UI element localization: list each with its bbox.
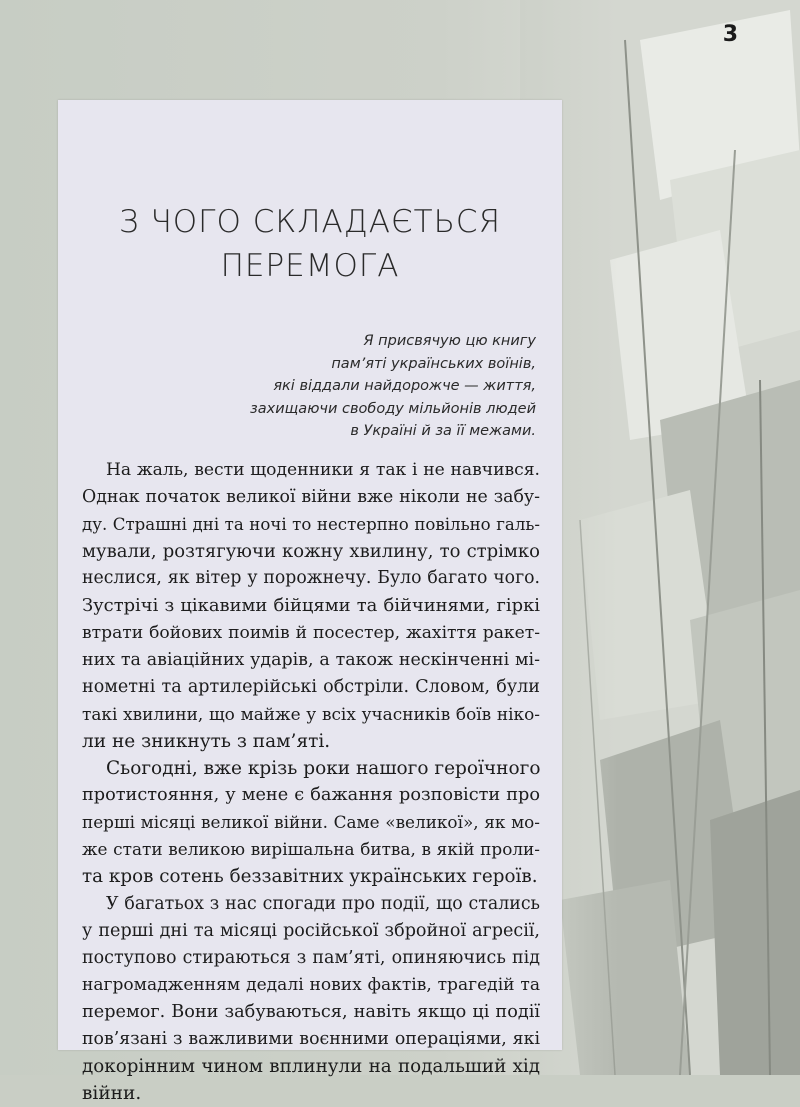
dedication [176,330,536,443]
body-line: У багатьох з нас спогади про події, що стались [106,893,540,914]
background-photo-flags [520,0,800,1075]
chapter-title [58,200,562,288]
body-line: нагромадженням дедалі нових фактів, трагедій та [82,974,540,995]
body-line: На жаль, вести щоденники я так і не навчився. [106,460,540,480]
body-line: перемог. Вони забуваються, навіть якщо ці події [82,1001,540,1022]
text-panel [58,100,562,1105]
page-number: 3 [722,22,738,47]
body-line: та кров сотень беззавітних українських героїв. [82,866,538,888]
body-line: перші місяці великої війни. Саме «великої», як мо- [82,812,540,833]
dedication-line: в Україні й за її межами. [350,423,536,439]
chapter-title-line: З ЧОГО СКЛАДАЄТЬСЯ [118,204,502,240]
body-line: мували, розтягуючи кожну хвилину, то стрімко [82,541,540,563]
body-line: ли не зникнуть з пам’яті. [82,730,331,752]
body-line: протистояння, у мене є бажання розповісти про [82,785,540,806]
chapter-title-line: ПЕРЕМОГА [220,248,400,284]
body-line: докорінним чином вплинули на подальший хід [82,1056,540,1078]
dedication-line: Я присвячую цю книгу [363,333,536,349]
body-line: Зустрічі з цікавими бійцями та бійчинями, гіркі [82,595,540,617]
body-line: же стати великою вирішальна битва, в якій проли- [82,839,540,860]
body-line: війни. [82,1083,142,1105]
dedication-line: які віддали найдорожче — життя, [273,378,536,394]
body-line: такі хвилини, що майже у всіх учасників боїв ніко- [82,703,540,724]
body-text [82,457,540,1107]
dedication-line: захищаючи свободу мільйонів людей [250,400,536,417]
body-line: ду. Страшні дні та ночі то нестерпно повільно галь- [82,515,540,535]
body-line: них та авіаційних ударів, а також нескінченні мі- [82,649,540,670]
body-line: нометні та артилерійські обстріли. Словом, були [82,676,540,697]
body-line: поступово стираються з пам’яті, опиняючись під [82,947,540,968]
body-line: Сьогодні, вже крізь роки нашого героїчного [106,758,541,780]
body-line: у перші дні та місяці російської збройної агресії, [82,920,540,941]
body-line: неслися, як вітер у порожнечу. Було багато чого. [82,568,540,589]
body-line: втрати бойових поимів й посестер, жахіття ракет- [82,622,540,643]
dedication-line: пам’яті українських воїнів, [331,355,536,372]
body-line: пов’язані з важливими воєнними операціями, які [82,1028,540,1049]
body-line: Однак початок великої війни вже ніколи не забу- [82,487,540,508]
